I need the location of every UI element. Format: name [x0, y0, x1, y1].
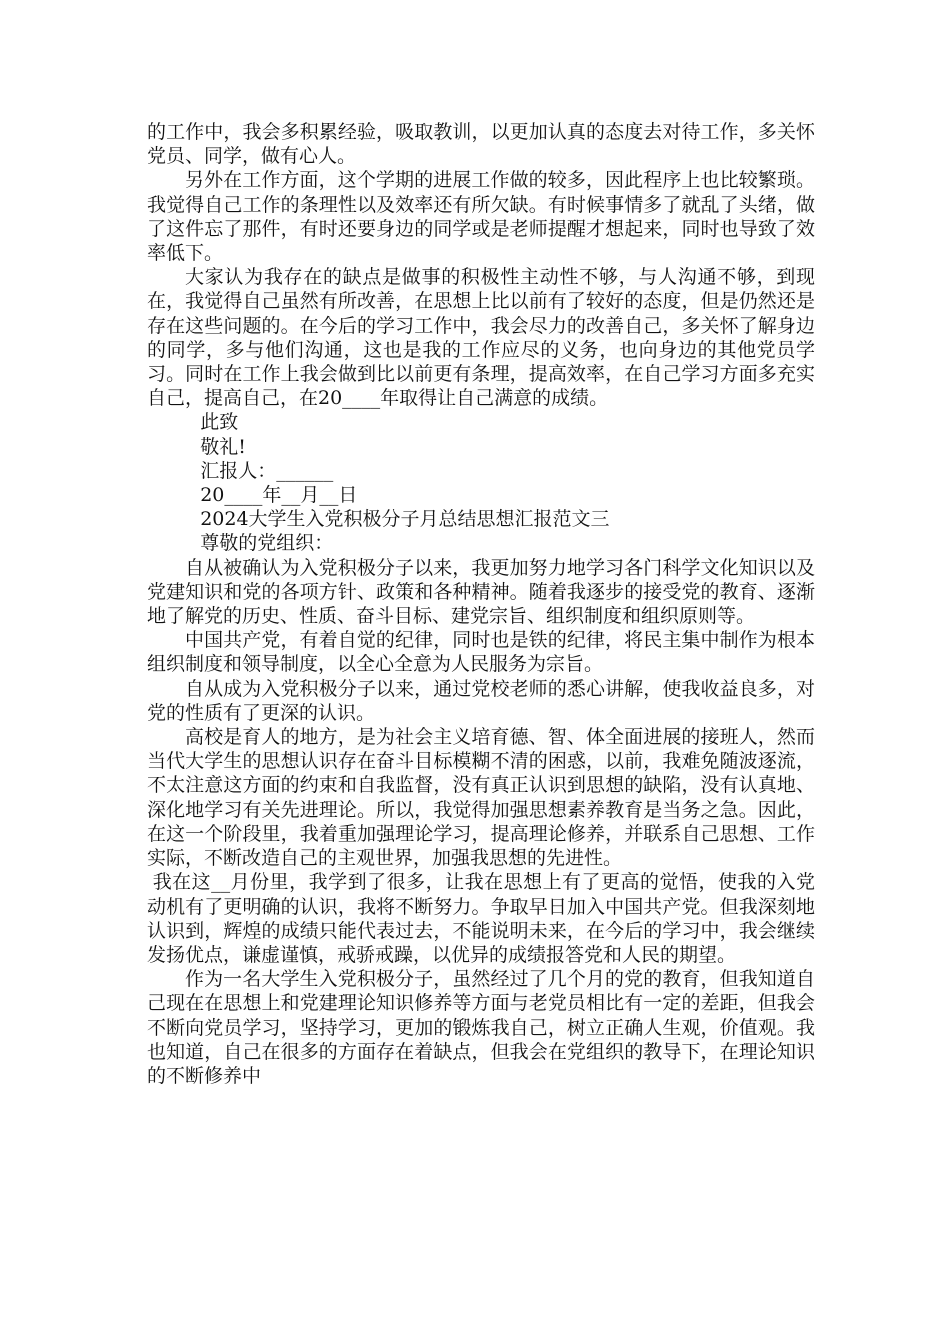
- paragraph: 的工作中，我会多积累经验，吸取教训，以更加认真的态度去对待工作，多关怀党员、同学，做有心人。: [147, 121, 815, 168]
- paragraph: 作为一名大学生入党积极分子，虽然经过了几个月的党的教育，但我知道自己现在在思想上和党建理论知识修养等方面与老党员相比有一定的差距，但我会不断向党员学习，坚持学习，更加的锻炼我自己，树立正确人生观，价值观。我也知道，自己在很多的方面存在着缺点，但我会在党组织的教导下，在理论知识的不断修养中: [147, 968, 815, 1087]
- section-title: 2024大学生入党积极分子月总结思想汇报范文三: [200, 508, 610, 531]
- paragraph: 中国共产党，有着自觉的纪律，同时也是铁的纪律，将民主集中制作为根本组织制度和领导制度，以全心全意为人民服务为宗旨。: [147, 629, 815, 676]
- paragraph: 另外在工作方面，这个学期的进展工作做的较多，因此程序上也比较繁琐。我觉得自己工作的条理性以及效率还有所欠缺。有时候事情多了就乱了头绪，做了这件忘了那件，有时还要身边的同学或是老师提醒才想起来，同时也导致了效率低下。: [147, 169, 815, 265]
- paragraph: 我在这__月份里，我学到了很多，让我在思想上有了更高的觉悟，使我的入党动机有了更明确的认识，我将不断努力。争取早日加入中国共产党。但我深刻地认识到，辉煌的成绩只能代表过去，不能说明未来，在今后的学习中，我会继续发扬优点，谦虚谨慎，戒骄戒躁，以优异的成绩报答党和人民的期望。: [147, 871, 815, 966]
- paragraph: 自从成为入党积极分子以来，通过党校老师的悉心讲解，使我收益良多，对党的性质有了更深的认识。: [147, 677, 815, 724]
- paragraph: 大家认为我存在的缺点是做事的积极性主动性不够，与人沟通不够，到现在，我觉得自己虽然有所改善，在思想上比以前有了较好的态度，但是仍然还是存在这些问题的。在今后的学习工作中，我会尽力的改善自己，多关怀了解身边的同学，多与他们沟通，这也是我的工作应尽的义务，也向身边的其他党员学习。同时在工作上我会做到比以前更有条理，提高效率，在自己学习方面多充实自己，提高自己，在20____年取得让自己满意的成绩。: [147, 266, 815, 410]
- paragraph: 自从被确认为入党积极分子以来，我更加努力地学习各门科学文化知识以及党建知识和党的各项方针、政策和各种精神。随着我逐步的接受党的教育、逐渐地了解党的历史、性质、奋斗目标、建党宗旨、组织制度和组织原则等。: [147, 556, 815, 628]
- reporter-line: 汇报人：______: [200, 459, 334, 482]
- salutation-line: 敬礼!: [200, 435, 246, 458]
- date-line: 20____年__月__日: [200, 484, 358, 507]
- greeting-line: 尊敬的党组织：: [200, 532, 334, 555]
- salutation-line: 此致: [200, 411, 239, 434]
- document-page: [147, 120, 815, 1088]
- paragraph: 高校是育人的地方，是为社会主义培育德、智、体全面进展的接班人，然而当代大学生的思想认识存在奋斗目标模糊不清的困惑，以前，我难免随波逐流，不太注意这方面的约束和自我监督，没有真正认识到思想的缺陷，没有认真地、深化地学习有关先进理论。所以，我觉得加强思想素养教育是当务之急。因此，在这一个阶段里，我着重加强理论学习，提高理论修养，并联系自己思想、工作实际，不断改造自己的主观世界，加强我思想的先进性。: [147, 726, 815, 870]
